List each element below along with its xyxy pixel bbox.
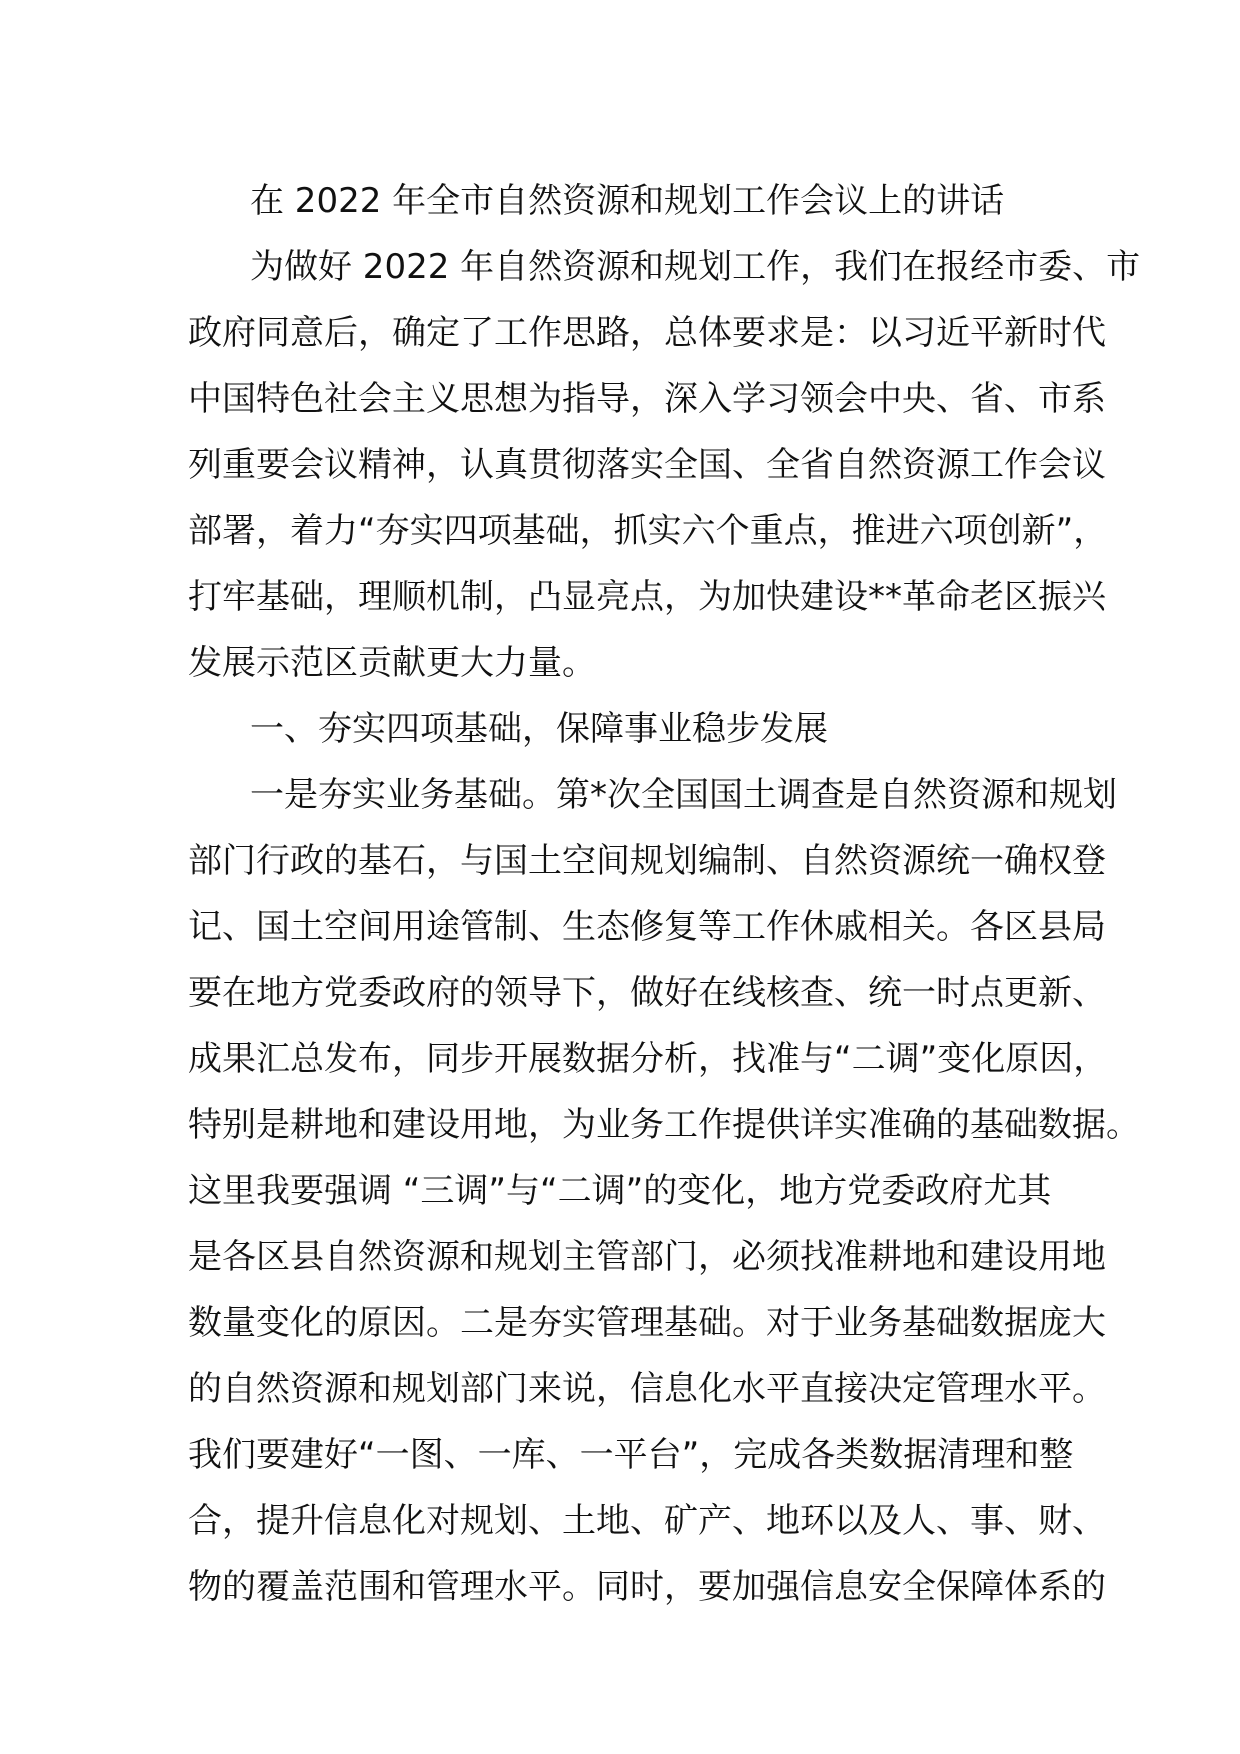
paragraph-line: 成果汇总发布，同步开展数据分析，找准与“二调”变化原因， xyxy=(188,1039,1108,1079)
paragraph-line: 部门行政的基石，与国土空间规划编制、自然资源统一确权登 xyxy=(188,841,1106,881)
document-title: 在 2022 年全市自然资源和规划工作会议上的讲话 xyxy=(250,181,1005,221)
paragraph-line: 发展示范区贡献更大力量。 xyxy=(188,643,596,683)
paragraph-line: 部署，着力“夯实四项基础，抓实六个重点，推进六项创新”， xyxy=(188,511,1108,551)
section-heading: 一、夯实四项基础，保障事业稳步发展 xyxy=(250,709,828,749)
paragraph-line: 列重要会议精神，认真贯彻落实全国、全省自然资源工作会议 xyxy=(188,445,1106,485)
paragraph-line: 要在地方党委政府的领导下，做好在线核查、统一时点更新、 xyxy=(188,973,1106,1013)
paragraph-line: 数量变化的原因。二是夯实管理基础。对于业务基础数据庞大 xyxy=(188,1303,1106,1343)
document-body xyxy=(188,168,1141,1620)
paragraph-line: 我们要建好“一图、一库、一平台”，完成各类数据清理和整 xyxy=(188,1435,1074,1475)
paragraph-line: 物的覆盖范围和管理水平。同时，要加强信息安全保障体系的 xyxy=(188,1567,1106,1607)
paragraph-line: 记、国土空间用途管制、生态修复等工作休戚相关。各区县局 xyxy=(188,907,1106,947)
paragraph-line: 合，提升信息化对规划、土地、矿产、地环以及人、事、财、 xyxy=(188,1501,1106,1541)
paragraph-line: 中国特色社会主义思想为指导，深入学习领会中央、省、市系 xyxy=(188,379,1106,419)
paragraph-line: 一是夯实业务基础。第*次全国国土调查是自然资源和规划 xyxy=(250,775,1117,815)
paragraph-line: 特别是耕地和建设用地，为业务工作提供详实准确的基础数据。 xyxy=(188,1105,1140,1145)
paragraph-line: 政府同意后，确定了工作思路，总体要求是：以习近平新时代 xyxy=(188,313,1106,353)
paragraph-line: 这里我要强调 “三调”与“二调”的变化，地方党委政府尤其 xyxy=(188,1171,1052,1211)
paragraph-line: 打牢基础，理顺机制，凸显亮点，为加快建设**革命老区振兴 xyxy=(188,577,1106,617)
paragraph-line: 的自然资源和规划部门来说，信息化水平直接决定管理水平。 xyxy=(188,1369,1106,1409)
paragraph-line: 是各区县自然资源和规划主管部门，必须找准耕地和建设用地 xyxy=(188,1237,1106,1277)
paragraph-line: 为做好 2022 年自然资源和规划工作，我们在报经市委、市 xyxy=(250,247,1141,287)
